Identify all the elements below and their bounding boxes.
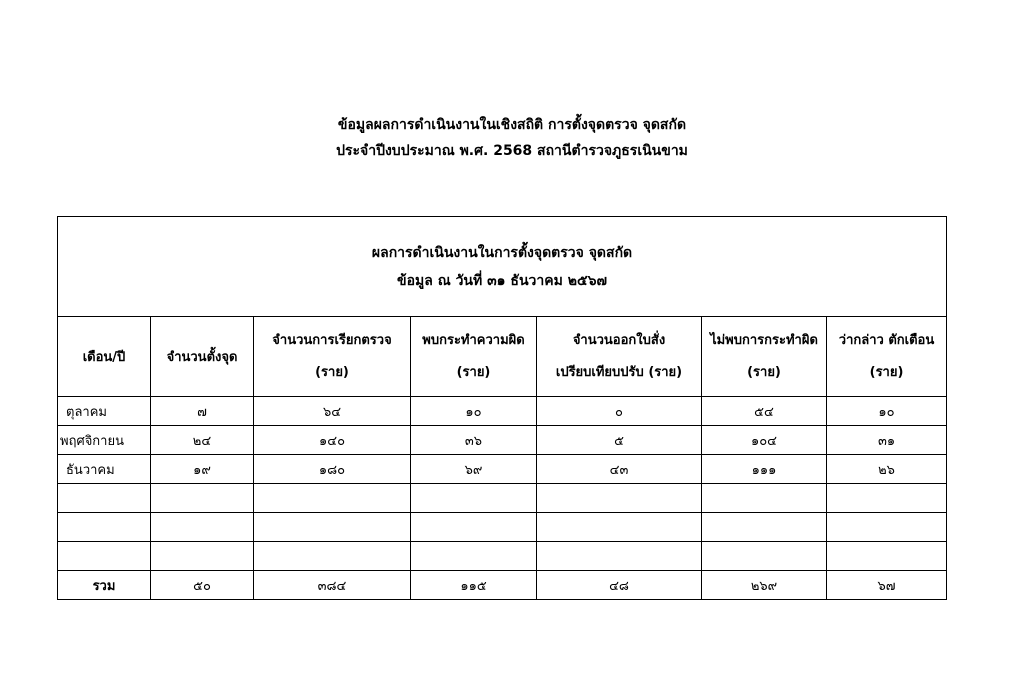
table-row-empty xyxy=(58,513,947,542)
data-cell: ๑๐ xyxy=(411,397,537,426)
document-title-line-2: ประจำปีงบประมาณ พ.ศ. 2568 สถานีตำรวจภูธรเนินขาม xyxy=(336,143,688,159)
checkpoint-statistics-table xyxy=(57,216,947,600)
data-cell xyxy=(537,542,702,571)
data-cell: ๑๐๔ xyxy=(702,426,827,455)
data-cell xyxy=(151,542,254,571)
data-cell: ๒๔ xyxy=(151,426,254,455)
total-label: รวม xyxy=(58,571,151,600)
month-cell: พฤศจิกายน xyxy=(58,426,151,455)
data-cell: ๑๘๐ xyxy=(254,455,411,484)
data-cell xyxy=(827,513,947,542)
document-title-line-1: ข้อมูลผลการดำเนินงานในเชิงสถิติ การตั้งจุดตรวจ จุดสกัด xyxy=(337,117,687,133)
data-cell: ๑๔๐ xyxy=(254,426,411,455)
data-cell: ๓๑ xyxy=(827,426,947,455)
total-cell: ๕๐ xyxy=(151,571,254,600)
data-cell: ๒๖ xyxy=(827,455,947,484)
table-header-row xyxy=(58,317,947,397)
data-cell: ๑๑๑ xyxy=(702,455,827,484)
total-cell: ๓๘๔ xyxy=(254,571,411,600)
data-cell xyxy=(58,484,151,513)
data-cell: ๕๔ xyxy=(702,397,827,426)
data-cell xyxy=(151,513,254,542)
data-cell xyxy=(827,484,947,513)
header-inspections: จำนวนการเรียกตรวจ (ราย) xyxy=(254,317,411,397)
data-cell xyxy=(254,542,411,571)
month-cell: ธันวาคม xyxy=(58,455,151,484)
header-checkpoints: จำนวนตั้งจุด xyxy=(151,317,254,397)
data-cell xyxy=(537,484,702,513)
table-row-empty xyxy=(58,484,947,513)
data-cell: ๖๙ xyxy=(411,455,537,484)
data-cell: ๑๙ xyxy=(151,455,254,484)
data-cell xyxy=(254,484,411,513)
data-cell xyxy=(58,542,151,571)
data-cell xyxy=(537,513,702,542)
data-cell xyxy=(411,513,537,542)
header-tickets-issued: จำนวนออกใบสั่ง เปรียบเทียบปรับ (ราย) xyxy=(537,317,702,397)
total-cell: ๖๗ xyxy=(827,571,947,600)
data-cell: ๐ xyxy=(537,397,702,426)
total-cell: ๑๑๕ xyxy=(411,571,537,600)
data-cell xyxy=(827,542,947,571)
table-row xyxy=(58,426,947,455)
data-cell xyxy=(411,542,537,571)
data-cell xyxy=(702,484,827,513)
data-cell xyxy=(58,513,151,542)
header-warnings: ว่ากล่าว ตักเตือน (ราย) xyxy=(827,317,947,397)
total-cell: ๔๘ xyxy=(537,571,702,600)
document-title xyxy=(0,112,1024,164)
data-cell: ๑๐ xyxy=(827,397,947,426)
table-title-line-1: ผลการดำเนินงานในการตั้งจุดตรวจ จุดสกัด xyxy=(371,244,633,261)
data-cell xyxy=(151,484,254,513)
data-cell: ๕ xyxy=(537,426,702,455)
header-offenses-found: พบกระทำความผิด (ราย) xyxy=(411,317,537,397)
data-cell: ๔๓ xyxy=(537,455,702,484)
table-row xyxy=(58,397,947,426)
data-cell: ๓๖ xyxy=(411,426,537,455)
month-cell: ตุลาคม xyxy=(58,397,151,426)
header-month: เดือน/ปี xyxy=(58,317,151,397)
table-title xyxy=(58,217,947,317)
data-cell xyxy=(702,513,827,542)
data-cell: ๗ xyxy=(151,397,254,426)
table-title-line-2: ข้อมูล ณ วันที่ ๓๑ ธันวาคม ๒๕๖๗ xyxy=(397,272,607,289)
header-no-offense: ไม่พบการกระทำผิด (ราย) xyxy=(702,317,827,397)
table-total-row xyxy=(58,571,947,600)
data-cell xyxy=(411,484,537,513)
data-cell xyxy=(254,513,411,542)
table-row xyxy=(58,455,947,484)
data-cell: ๖๔ xyxy=(254,397,411,426)
total-cell: ๒๖๙ xyxy=(702,571,827,600)
data-cell xyxy=(702,542,827,571)
table-row-empty xyxy=(58,542,947,571)
